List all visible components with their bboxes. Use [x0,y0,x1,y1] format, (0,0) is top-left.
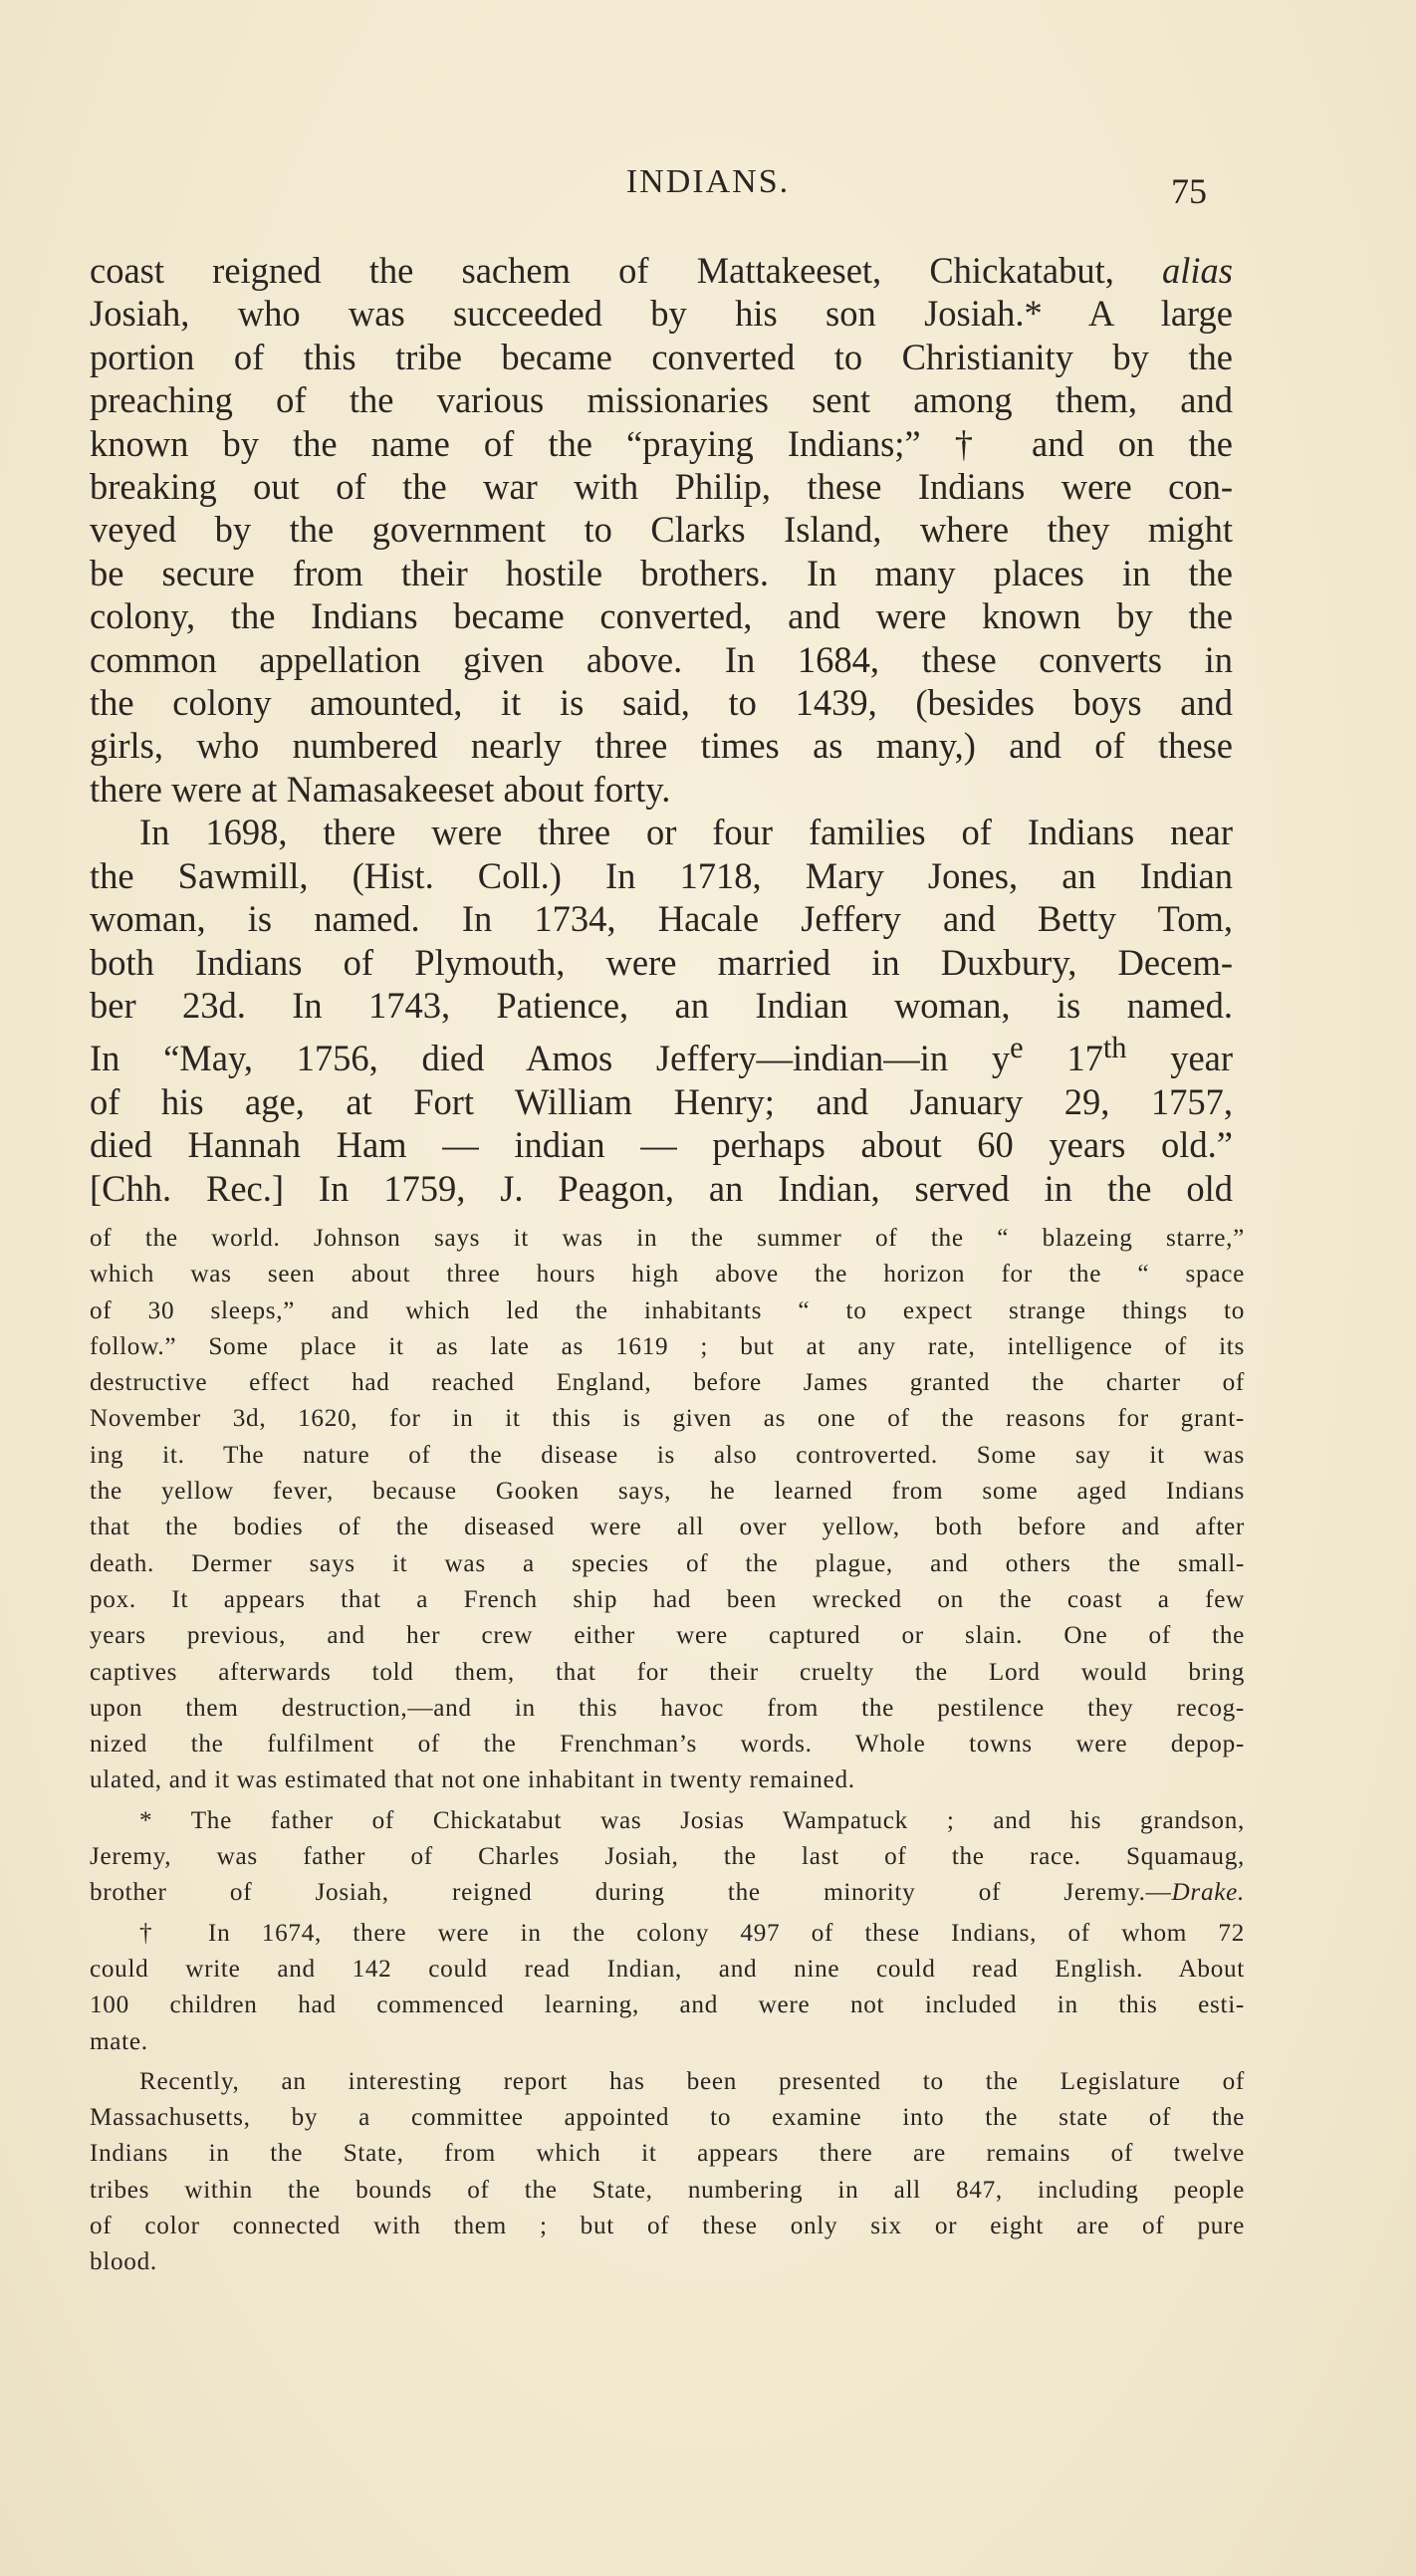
footnote-line: mate. [90,2027,148,2055]
footnote-continuation [90,1221,1245,1799]
body-line: In 1698, there were three or four families of Indians near [139,812,1233,853]
footnote-line: the yellow fever, because Gooken says, he learned from some aged Indians [90,1478,1245,1506]
footnote-line: Massachusetts, by a committee appointed to examine into the state of the [90,2104,1245,2132]
body-line: both Indians of Plymouth, were married in Duxbury, Decem- [90,941,1233,983]
footnote-dagger [90,1916,1245,2060]
body-line: girls, who numbered nearly three times as many,) and of these [90,725,1233,767]
footnote-line: ing it. The nature of the disease is also controverted. Some say it was [90,1441,1245,1469]
body-line: common appellation given above. In 1684, these converts in [90,638,1233,680]
body-line: there were at Namasakeeset about forty. [90,768,671,810]
body-line: veyed by the government to Clarks Island, where they might [90,509,1233,551]
footnote-line: destructive effect had reached England, before James granted the charter of [90,1369,1245,1397]
footnotes [90,1221,1245,2285]
footnote-line: blood. [90,2248,157,2276]
footnote-line: upon them destruction,—and in this havoc from the pestilence they recog- [90,1694,1245,1722]
footnote-line: brother of Josiah, reigned during the minority of Jeremy.—Drake. [90,1879,1245,1907]
running-header-title: INDIANS. [625,163,791,200]
body-line: preaching of the various missionaries sent among them, and [90,379,1233,421]
body-line: died Hannah Ham — indian — perhaps about 60 years old.” [90,1124,1233,1166]
body-line: be secure from their hostile brothers. In many places in the [90,552,1233,593]
footnote-line: of 30 sleeps,” and which led the inhabitants “ to expect strange things to [90,1296,1245,1324]
footnote-line: ulated, and it was estimated that not one inhabitant in twenty remained. [90,1766,855,1794]
footnote-line: 100 children had commenced learning, and were not included in this esti- [90,1991,1245,2019]
footnote-line: captives afterwards told them, that for their cruelty the Lord would bring [90,1658,1245,1686]
footnote-line: of the world. Johnson says it was in the summer of the “ blazeing starre,” [90,1225,1245,1252]
page-number: 75 [1171,171,1207,211]
main-body-text [90,249,1233,1210]
body-line: coast reigned the sachem of Mattakeeset, Chickatabut, alias [90,250,1233,291]
body-line: breaking out of the war with Philip, these Indians were con- [90,466,1233,508]
body-line: known by the name of the “praying Indians;” † and on the [90,422,1233,464]
body-line: of his age, at Fort William Henry; and January 29, 1757, [90,1080,1233,1122]
footnote-line: pox. It appears that a French ship had been wrecked on the coast a few [90,1585,1245,1613]
footnote-line: † In 1674, there were in the colony 497 of these Indians, of whom 72 [139,1919,1245,1947]
footnote-line: years previous, and her crew either were captured or slain. One of the [90,1622,1245,1650]
body-line: the Sawmill, (Hist. Coll.) In 1718, Mary Jones, an Indian [90,854,1233,896]
footnote-line: death. Dermer says it was a species of the plague, and others the small- [90,1549,1245,1577]
body-line: the colony amounted, it is said, to 1439, (besides boys and [90,682,1233,724]
footnote-line: of color connected with them ; but of these only six or eight are of pure [90,2213,1245,2240]
footnote-line: November 3d, 1620, for in it this is given as one of the reasons for grant- [90,1405,1245,1433]
footnote-star [90,1803,1245,1912]
body-line: In “May, 1756, died Amos Jeffery—indian—in $y^e$ 17th year [90,1031,1234,1079]
footnote-line: * The father of Chickatabut was Josias Wampatuck ; and his grandson, [139,1806,1245,1834]
footnote-line: follow.” Some place it as late as 1619 ; but at any rate, intelligence of its [90,1332,1245,1360]
body-line: Josiah, who was succeeded by his son Josiah.* A large [90,293,1233,335]
footnote-line: Jeremy, was father of Charles Josiah, the last of the race. Squamaug, [90,1843,1245,1871]
body-line: woman, is named. In 1734, Hacale Jeffery and Betty Tom, [90,898,1233,940]
footnote-line: nized the fulfilment of the Frenchman’s words. Whole towns were depop- [90,1731,1245,1758]
footnote-line: tribes within the bounds of the State, numbering in all 847, including people [90,2176,1245,2204]
footnote-line: could write and 142 could read Indian, and nine could read English. About [90,1955,1245,1983]
footnote-line: Recently, an interesting report has been presented to the Legislature of [139,2067,1245,2095]
body-line: portion of this tribe became converted to Christianity by the [90,336,1233,377]
body-line: [Chh. Rec.] In 1759, J. Peagon, an Indian, served in the old [90,1167,1233,1209]
body-line: ber 23d. In 1743, Patience, an Indian woman, is named. [90,984,1233,1026]
footnote-line: Indians in the State, from which it appears there are remains of twelve [90,2140,1245,2168]
footnote-report [90,2064,1245,2281]
footnote-line: that the bodies of the diseased were all over yellow, both before and after [90,1514,1245,1541]
body-line: colony, the Indians became converted, and were known by the [90,595,1233,637]
footnote-line: which was seen about three hours high above the horizon for the “ space [90,1261,1245,1288]
